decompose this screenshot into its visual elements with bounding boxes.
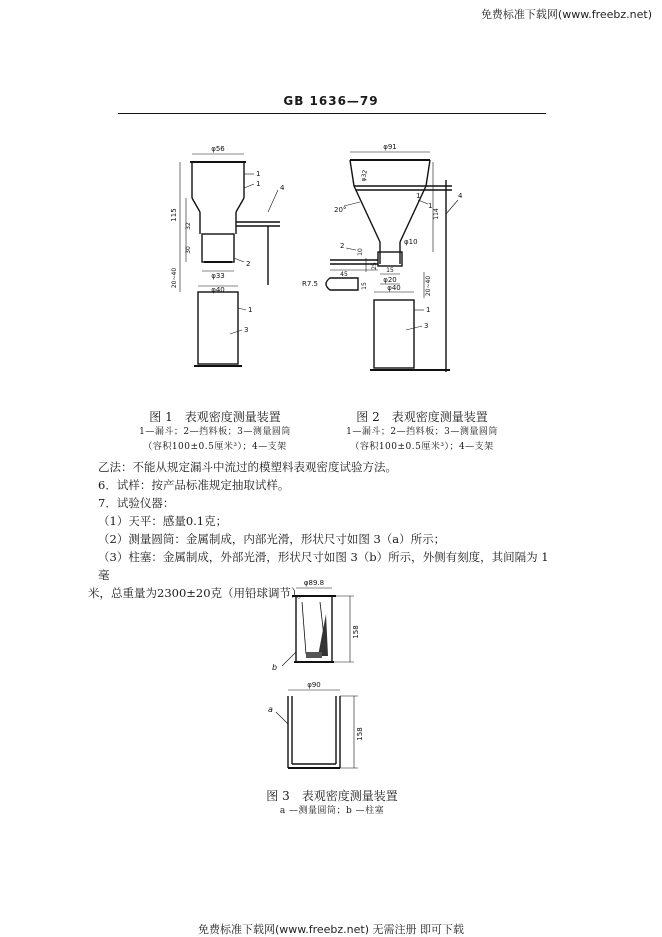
fig1-dim-top-diameter: φ56 xyxy=(211,145,225,153)
watermark-bottom: 免费标准下载网(www.freebz.net) 无需注册 即可下载 xyxy=(197,923,465,936)
fig3-label-b: b xyxy=(272,663,278,672)
fig2-dim-d10: φ10 xyxy=(404,238,418,246)
figure3-caption-title: 图 3 表观密度测量装置 xyxy=(266,789,398,803)
figure1-caption-title: 图 1 表观密度测量装置 xyxy=(149,410,281,424)
fig3-dim-cyl-diameter: φ90 xyxy=(307,681,321,689)
figure1-caption-line1: 1—漏斗；2—挡料板；3—测量圆筒 xyxy=(139,427,291,437)
fig2-dim-radius: R7.5 xyxy=(302,280,318,288)
fig2-dim-gap: 20~40 xyxy=(425,275,432,297)
figure2-caption-title: 图 2 表观密度测量装置 xyxy=(356,410,488,424)
item-7-2: （2）测量圆筒：金属制成，内部光滑，形状尺寸如图 3（a）所示； xyxy=(98,532,446,546)
header-rule xyxy=(118,113,546,114)
item-7-1: （1）天平：感量0.1克； xyxy=(98,514,228,528)
fig2-label-1a: 1 xyxy=(428,202,433,210)
fig1-label-1b: 1 xyxy=(256,180,261,188)
figure2-drawing xyxy=(300,140,480,380)
fig1-dim-upper: 32 xyxy=(185,222,192,230)
watermark-top: 免费标准下载网(www.freebz.net) xyxy=(480,8,652,21)
fig1-label-1a: 1 xyxy=(256,170,261,178)
fig2-label-3: 3 xyxy=(424,322,429,330)
fig2-dim-d20: φ20 xyxy=(383,276,397,284)
fig2-dim-angle: 20° xyxy=(334,206,347,214)
fig3-dim-plunger-diameter: φ89.8 xyxy=(303,579,325,587)
fig1-dim-total-height: 115 xyxy=(170,208,178,222)
standard-code: GB 1636—79 xyxy=(283,94,379,108)
figure2-caption-line2: （容积100±0.5厘米³）；4—支架 xyxy=(350,442,494,452)
fig1-dim-cyl-diameter: φ40 xyxy=(211,286,225,294)
figure2-caption-line1: 1—漏斗；2—挡料板；3—测量圆筒 xyxy=(346,427,498,437)
fig2-dim-top-diameter: φ91 xyxy=(383,143,397,151)
item-7: 7．试验仪器： xyxy=(98,496,175,510)
figure3-caption xyxy=(232,789,432,819)
figure1-caption-line2: （容积100±0.5厘米³）；4—支架 xyxy=(143,442,287,452)
fig2-dim-rim: φ32 xyxy=(360,169,369,183)
item-7-3a: （3）柱塞：金属制成，外部光滑，形状尺寸如图 3（b）所示，外侧有刻度，其间隔为 1 毫 xyxy=(98,550,549,582)
figure1-caption xyxy=(120,410,310,455)
fig2-label-1b: 1 xyxy=(416,192,421,200)
figure1-drawing xyxy=(150,140,310,380)
fig3-label-a: a xyxy=(268,705,273,714)
method-b: 乙法：不能从规定漏斗中流过的模塑料表观密度试验方法。 xyxy=(98,460,397,474)
fig2-label-2: 2 xyxy=(340,242,345,250)
figure3-drawing xyxy=(262,574,402,774)
fig3-dim-plunger-height: 158 xyxy=(352,625,360,639)
fig1-label-4: 4 xyxy=(280,184,285,192)
fig1-dim-neck: 30 xyxy=(185,246,192,254)
fig2-dim-h10: 10 xyxy=(357,248,364,256)
fig1-label-3: 3 xyxy=(244,326,249,334)
figure2-caption xyxy=(322,410,522,455)
fig2-label-4: 4 xyxy=(458,192,463,200)
fig1-label-1c: 1 xyxy=(248,306,253,314)
fig2-dim-h15: 15 xyxy=(361,282,368,290)
fig1-dim-neck-diameter: φ33 xyxy=(211,272,225,280)
fig2-dim-h25: 25 xyxy=(371,262,378,270)
fig2-dim-w15: 15 xyxy=(386,267,394,274)
figure3-caption-sub: a —测量圆筒；b —柱塞 xyxy=(279,806,385,816)
fig3-dim-cyl-height: 158 xyxy=(356,727,364,741)
fig2-dim-height-114: 114 xyxy=(433,208,440,220)
item-7-3b: 米，总重量为2300±20克（用铅球调节）。 xyxy=(88,586,309,600)
fig1-dim-gap: 20~40 xyxy=(171,267,178,289)
fig2-dim-d40: φ40 xyxy=(387,284,401,292)
fig2-dim-w45: 45 xyxy=(340,271,348,278)
fig1-label-2: 2 xyxy=(246,260,251,268)
item-6: 6．试样：按产品标准规定抽取试样。 xyxy=(98,478,290,492)
fig2-label-1c: 1 xyxy=(426,306,431,314)
